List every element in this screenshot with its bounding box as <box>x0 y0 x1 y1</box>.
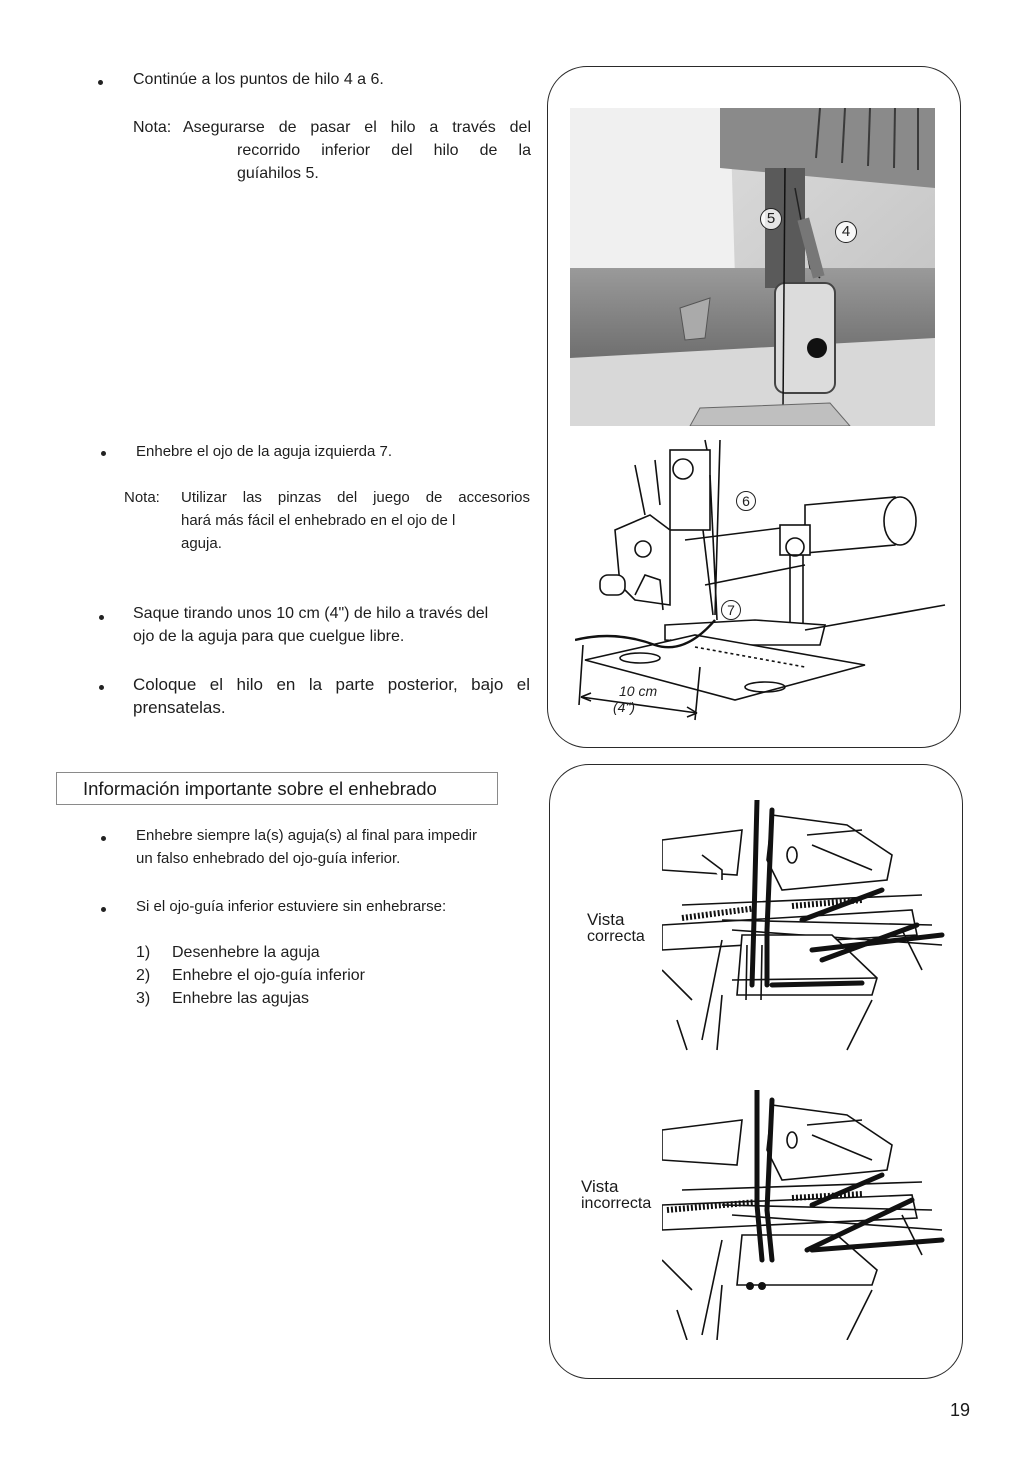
incorrect-view-diagram <box>662 1090 947 1340</box>
correct-view-illustration <box>662 800 947 1052</box>
note-line: hará más fácil el enhebrado en el ojo de l <box>181 512 456 529</box>
step-text: Enhebre el ojo-guía inferior <box>172 967 366 984</box>
correct-view-diagram <box>662 800 947 1052</box>
instruction-text: Coloque el hilo en la parte posterior, bajo el <box>133 675 530 694</box>
note-line: guíahilos 5. <box>237 165 319 182</box>
bullet <box>101 907 106 912</box>
dimension-inch: (4") <box>613 699 636 715</box>
step-text: Enhebre las agujas <box>172 990 309 1007</box>
note-line: recorrido inferior del hilo de la <box>237 142 531 159</box>
thread-guide-4-label: 4 <box>835 221 857 243</box>
correct-view-label-line1: Vista <box>587 910 625 929</box>
needle-label-6: 6 <box>736 491 756 511</box>
incorrect-view-illustration <box>662 1090 947 1340</box>
needle-diagram <box>575 435 950 735</box>
instruction-text: ojo de la aguja para que cuelgue libre. <box>133 628 405 645</box>
note-label: Nota: <box>133 119 172 136</box>
instruction-text: prensatelas. <box>133 698 226 717</box>
note-line: Utilizar las pinzas del juego de accesorios <box>181 489 530 506</box>
bullet <box>98 80 103 85</box>
page-number: 19 <box>950 1400 971 1420</box>
bullet <box>101 451 106 456</box>
correct-view-label-line2: correcta <box>587 928 645 945</box>
step-text: Desenhebre la aguja <box>172 944 320 961</box>
incorrect-view-label-line2: incorrecta <box>581 1195 652 1212</box>
needle-label-7: 7 <box>721 600 741 620</box>
section-heading: Información importante sobre el enhebrado <box>56 772 498 805</box>
instruction-text: un falso enhebrado del ojo-guía inferior. <box>136 850 401 867</box>
incorrect-view-label-line1: Vista <box>581 1177 619 1196</box>
step-number: 3) <box>136 990 151 1007</box>
bullet <box>101 836 106 841</box>
bullet <box>99 685 104 690</box>
bullet <box>99 615 104 620</box>
instruction-text: Enhebre el ojo de la aguja izquierda 7. <box>136 443 393 460</box>
step-number: 1) <box>136 944 151 961</box>
instruction-text: Si el ojo-guía inferior estuviere sin enhebrarse: <box>136 898 447 915</box>
step-number: 2) <box>136 967 151 984</box>
instruction-text: Saque tirando unos 10 cm (4") de hilo a través del <box>133 605 489 622</box>
note-line: aguja. <box>181 535 222 552</box>
machine-photo-illustration <box>570 108 935 426</box>
note-label: Nota: <box>124 489 160 506</box>
instruction-text: Continúe a los puntos de hilo 4 a 6. <box>133 71 384 88</box>
note-line: Asegurarse de pasar el hilo a través del <box>183 119 531 136</box>
machine-photo <box>570 108 935 426</box>
thread-guide-5-label: 5 <box>760 208 782 230</box>
dimension-cm: 10 cm <box>619 683 658 699</box>
instruction-text: Enhebre siempre la(s) aguja(s) al final para impedir <box>136 827 477 844</box>
